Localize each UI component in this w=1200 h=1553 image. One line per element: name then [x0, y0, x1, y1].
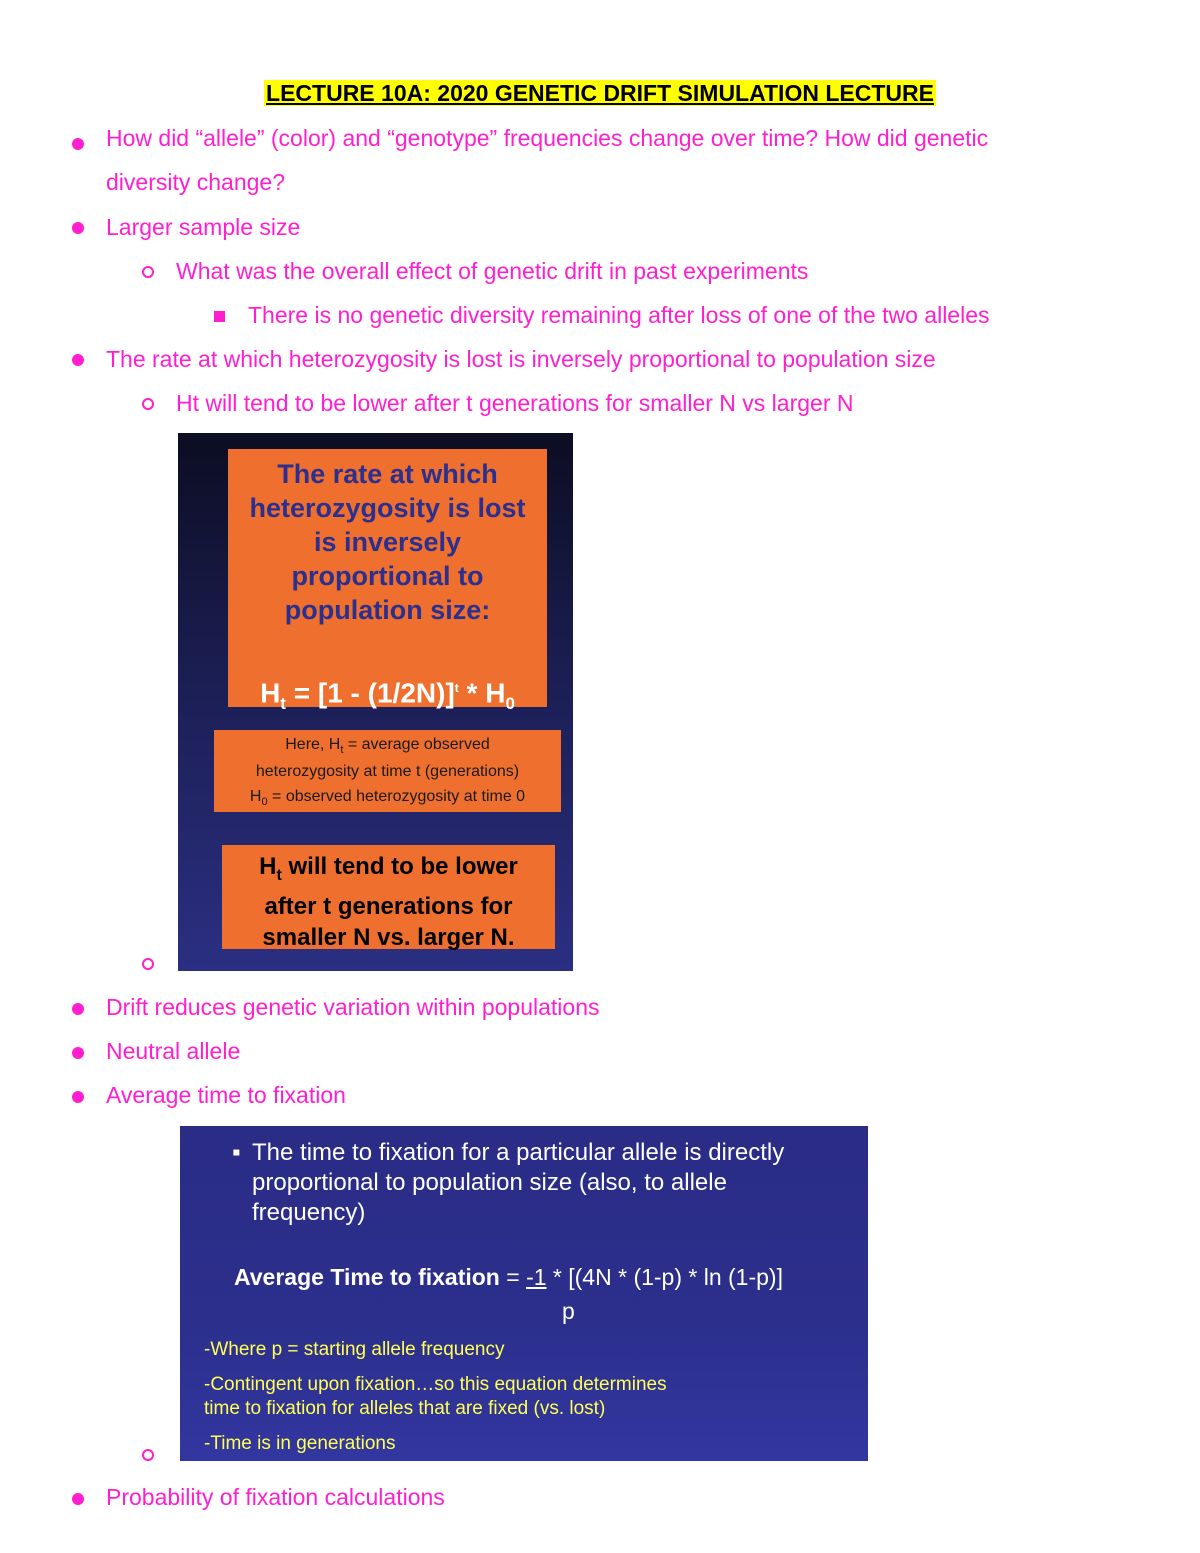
conc-part: t: [276, 866, 282, 884]
eq-denominator: p: [562, 1298, 575, 1324]
eq-label: Average Time to fixation: [234, 1264, 500, 1290]
statement-line: The time to fixation for a particular allele is directly: [252, 1139, 785, 1166]
definition-box: [214, 730, 561, 812]
eq-part: =: [499, 1264, 527, 1290]
def-part: H: [249, 788, 262, 805]
note-where-p: -Where p = starting allele frequency: [204, 1339, 505, 1360]
note-line: -Contingent upon fixation…so this equation determines: [204, 1374, 667, 1395]
bullet-dot: [72, 354, 84, 366]
definition-ht: [214, 734, 561, 783]
def-part: 0: [261, 796, 268, 809]
def-part: = observed heterozygosity at time 0: [267, 788, 526, 805]
conclusion-text: [222, 851, 555, 953]
bullet-dot: [72, 138, 84, 150]
q1-line1: How did “allele” (color) and “genotype” frequencies change over time? How did genetic: [106, 125, 989, 151]
conc-part: H: [259, 853, 277, 880]
conc-part: will tend to be lower: [281, 853, 518, 880]
bullet-dot: [72, 222, 84, 234]
avg-time-item: Average time to fixation: [106, 1082, 346, 1108]
conc-part: after t generations for: [264, 892, 513, 920]
drift-reduces-item: Drift reduces genetic variation within populations: [106, 994, 600, 1020]
title-text: LECTURE 10A: 2020 GENETIC DRIFT SIMULATION LECTURE: [266, 80, 934, 106]
rate-line: proportional to: [291, 561, 484, 591]
sub-bullet-ring: [142, 398, 154, 410]
sub-bullet-ring: [142, 266, 154, 278]
def-part: heterozygosity at time t (generations): [255, 763, 520, 781]
def-part: Here, H: [285, 736, 341, 753]
def-part: = average observed: [343, 736, 490, 753]
q1-line2: diversity change?: [106, 169, 285, 195]
sub-bullet-ring: [142, 1449, 154, 1461]
def-part: t: [340, 744, 344, 757]
eq-part: t: [454, 681, 459, 695]
fixation-equation: [234, 1264, 783, 1291]
sample-size-item: Larger sample size: [106, 214, 301, 240]
rate-line: population size:: [284, 595, 491, 625]
rate-box-text: [228, 457, 547, 627]
heterozygosity-equation: [228, 671, 547, 721]
page-title: [0, 80, 1200, 107]
bullet-dot: [72, 1003, 84, 1015]
rate-lost-item: The rate at which heterozygosity is lost is inversely proportional to population size: [106, 346, 936, 372]
conc-part: smaller N vs. larger N.: [262, 923, 515, 951]
note-contingent: [204, 1373, 667, 1421]
bullet-dot: [72, 1091, 84, 1103]
rate-line: is inversely: [313, 527, 462, 557]
note-generations: -Time is in generations: [204, 1433, 396, 1454]
eq-part: = [1 - (1/2N)]: [285, 677, 455, 709]
heterozygosity-slide: [178, 433, 573, 971]
eq-part: * H: [458, 677, 506, 709]
statement-line: proportional to population size (also, to allele: [252, 1169, 727, 1196]
fixation-statement: [252, 1138, 852, 1228]
note-line: time to fixation for alleles that are fixed (vs. lost): [204, 1398, 606, 1419]
neutral-allele-item: Neutral allele: [106, 1038, 241, 1064]
statement-line: frequency): [252, 1199, 366, 1226]
square-bullet: [214, 311, 225, 322]
rate-box: [228, 449, 547, 713]
bullet-dot: [72, 1047, 84, 1059]
probability-item: Probability of fixation calculations: [106, 1484, 445, 1510]
rate-line: heterozygosity is lost: [249, 493, 526, 523]
slide-bullet-icon: ▪: [232, 1139, 241, 1166]
eq-part: t: [280, 693, 286, 713]
fixation-time-slide: [180, 1126, 868, 1461]
eq-part: H: [260, 677, 281, 709]
overall-effect-item: What was the overall effect of genetic drift in past experiments: [176, 258, 809, 284]
sub-bullet-ring: [142, 958, 154, 970]
conclusion-box: [222, 845, 555, 949]
eq-part: 0: [505, 693, 515, 713]
eq-part: * [(4N * (1-p) * ln (1-p)]: [546, 1264, 783, 1290]
definition-h0: [214, 786, 561, 813]
eq-numerator: -1: [526, 1264, 547, 1290]
bullet-dot: [72, 1493, 84, 1505]
ht-lower-item: Ht will tend to be lower after t generations for smaller N vs larger N: [176, 390, 854, 416]
no-diversity-item: There is no genetic diversity remaining after loss of one of the two alleles: [248, 302, 990, 328]
rate-line: The rate at which: [277, 459, 498, 489]
